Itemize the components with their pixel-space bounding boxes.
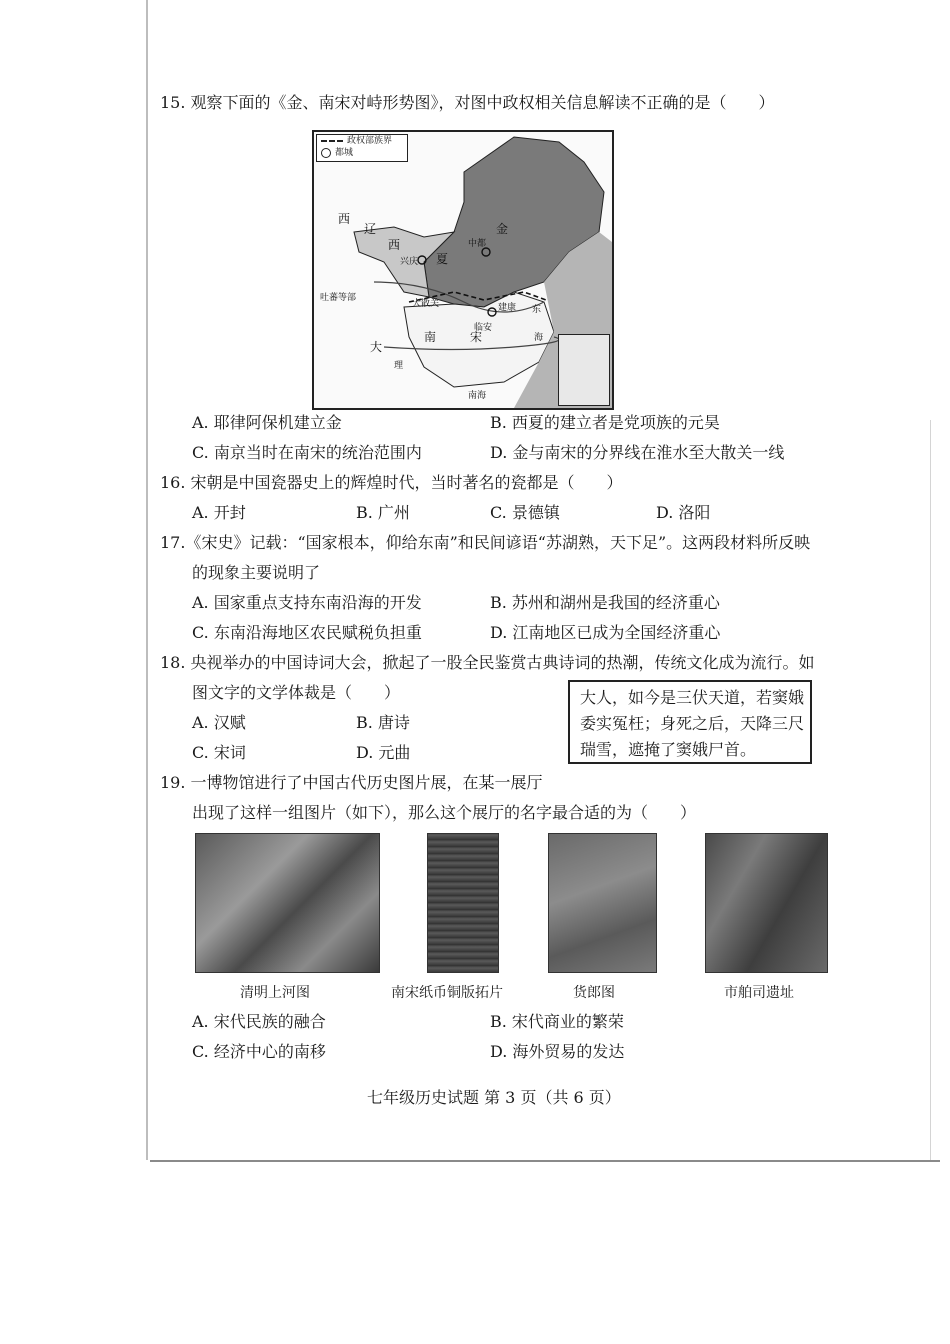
boundary-line-icon <box>321 140 343 142</box>
caption-peddler: 货郎图 <box>573 985 615 1001</box>
q15-option-c: C. 南京当时在南宋的统治范围内 <box>192 443 422 462</box>
map-label-dasanguan: 大散关 <box>412 299 440 309</box>
song-banknote-rubbing-image <box>427 833 499 973</box>
map-inset-south-china-sea <box>558 334 610 406</box>
legend-boundary: 政权部族界 <box>347 136 393 146</box>
map-label-linan: 临安 <box>474 323 493 333</box>
q16-option-a: A. 开封 <box>192 503 246 522</box>
scan-edge-right <box>930 420 931 1160</box>
q17-stem-line2: 的现象主要说明了 <box>192 563 321 582</box>
map-label-jin: 金 <box>496 222 509 236</box>
map-legend <box>316 134 408 162</box>
q16-option-c: C. 景德镇 <box>490 503 560 522</box>
q18-option-c: C. 宋词 <box>192 743 246 762</box>
caption-shibosi: 市舶司遗址 <box>724 985 794 1001</box>
capital-marker-icon <box>321 148 331 158</box>
q18-stem-line1: 18. 央视举办的中国诗词大会，掀起了一股全民鉴赏古典诗词的热潮，传统文化成为流行。如 <box>160 653 815 672</box>
q17-option-d: D. 江南地区已成为全国经济重心 <box>490 623 721 642</box>
q16-option-d: D. 洛阳 <box>656 503 711 522</box>
q16-option-b: B. 广州 <box>356 503 410 522</box>
q17-option-c: C. 东南沿海地区农民赋税负担重 <box>192 623 422 642</box>
map-label-jiankang: 建康 <box>498 303 517 313</box>
map-label-zhongdu: 中都 <box>468 239 487 249</box>
map-label-dong: 东 <box>532 305 542 315</box>
q16-stem: 16. 宋朝是中国瓷器史上的辉煌时代，当时著名的瓷都是（ ） <box>160 473 623 492</box>
map-label-xi2: 西 <box>388 238 401 252</box>
scan-edge-left <box>146 0 148 1160</box>
q18-option-d: D. 元曲 <box>356 743 411 762</box>
map-label-hai: 海 <box>534 333 544 343</box>
q15-option-d: D. 金与南宋的分界线在淮水至大散关一线 <box>490 443 785 462</box>
q18-stem-line2: 图文字的文学体裁是（ ） <box>192 683 401 702</box>
q17-option-a: A. 国家重点支持东南沿海的开发 <box>192 593 422 612</box>
map-label-tubo: 吐蕃等部 <box>320 293 357 303</box>
q18-option-b: B. 唐诗 <box>356 713 410 732</box>
q19-option-b: B. 宋代商业的繁荣 <box>490 1012 624 1031</box>
q15-option-a: A. 耶律阿保机建立金 <box>192 413 342 432</box>
q18-option-a: A. 汉赋 <box>192 713 246 732</box>
q17-option-b: B. 苏州和湖州是我国的经济重心 <box>490 593 720 612</box>
map-label-nan: 南 <box>424 330 437 344</box>
legend-capital: 都城 <box>335 148 354 158</box>
q19-stem-line2: 出现了这样一组图片（如下），那么这个展厅的名字最合适的为（ ） <box>192 803 697 822</box>
map-label-liao: 辽 <box>364 222 377 236</box>
qingming-painting-image <box>195 833 380 973</box>
q15-stem: 15. 观察下面的《金、南宋对峙形势图》，对图中政权相关信息解读不正确的是（ ） <box>160 93 775 112</box>
quote-line: 大人，如今是三伏天道，若窦娥 <box>580 688 805 707</box>
quote-line: 委实冤枉；身死之后，天降三尺 <box>580 714 805 733</box>
caption-banknote: 南宋纸币铜版拓片 <box>391 985 503 1001</box>
shibosi-ruins-image <box>705 833 828 973</box>
q18-quote-box <box>568 680 812 764</box>
scan-edge-bottom <box>150 1160 940 1162</box>
q19-option-c: C. 经济中心的南移 <box>192 1042 326 1061</box>
q19-option-d: D. 海外贸易的发达 <box>490 1042 625 1061</box>
map-label-da: 大 <box>370 340 383 354</box>
map-label-xingqing: 兴庆 <box>400 257 419 267</box>
map-label-nanhai: 南海 <box>468 391 487 401</box>
map-label-xia: 夏 <box>436 252 449 266</box>
q17-stem-line1: 17.《宋史》记载：“国家根本，仰给东南”和民间谚语“苏湖熟，天下足”。这两段材料所反映 <box>160 533 811 552</box>
peddler-painting-image <box>548 833 657 973</box>
jin-southern-song-map <box>312 130 614 410</box>
q19-stem-line1: 19. 一博物馆进行了中国古代历史图片展，在某一展厅 <box>160 773 543 792</box>
caption-qingming: 清明上河图 <box>240 985 310 1001</box>
map-label-li: 理 <box>394 361 404 371</box>
q19-option-a: A. 宋代民族的融合 <box>192 1012 326 1031</box>
map-label-song: 宋 <box>470 330 483 344</box>
quote-line: 瑞雪，遮掩了窦娥尸首。 <box>580 740 757 759</box>
map-label-xi: 西 <box>338 212 351 226</box>
q15-option-b: B. 西夏的建立者是党项族的元昊 <box>490 413 720 432</box>
page-footer: 七年级历史试题 第 3 页（共 6 页） <box>367 1088 621 1107</box>
